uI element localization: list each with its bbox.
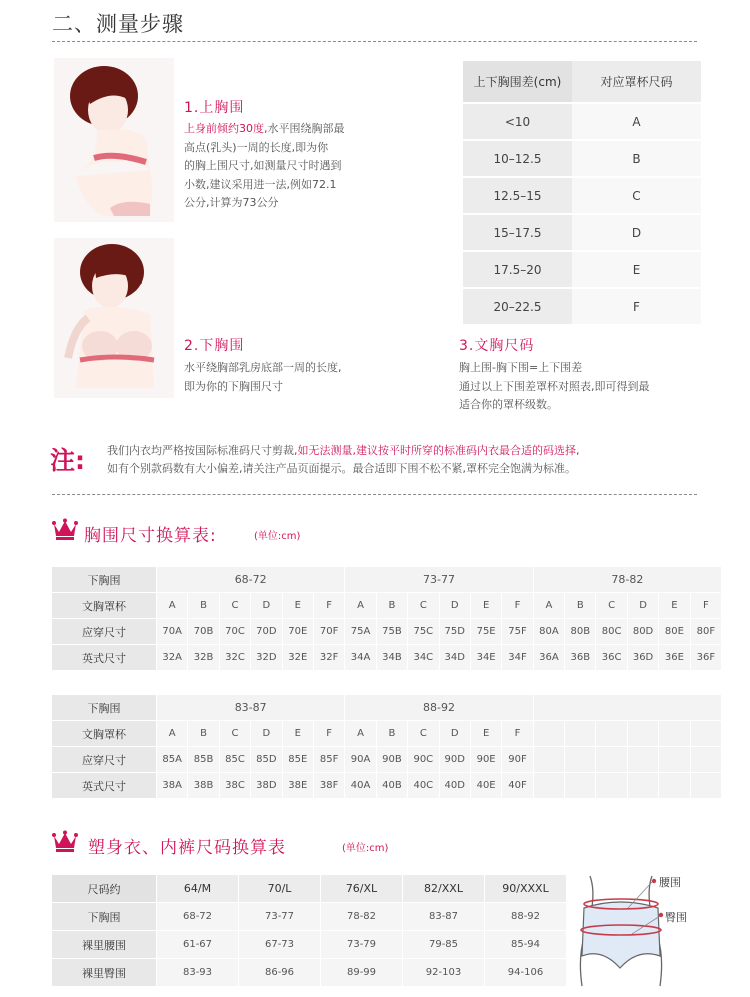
- row-label: 裸里臀围: [52, 959, 157, 987]
- size-cell: 75D: [439, 619, 470, 645]
- row-label: 下胸围: [52, 903, 157, 931]
- empty-cell: [627, 773, 658, 799]
- empty-cell: [565, 747, 596, 773]
- group-range: 68-72: [157, 567, 345, 593]
- size-cell: 38C: [219, 773, 250, 799]
- size-cell: D: [251, 721, 282, 747]
- label-uk-size: 英式尺寸: [52, 645, 157, 671]
- cup-size: A: [572, 103, 701, 140]
- size-cell: 36C: [596, 645, 627, 671]
- cup-diff: 17.5–20: [463, 251, 572, 288]
- label-size: 应穿尺寸: [52, 747, 157, 773]
- empty-cell: [659, 773, 690, 799]
- crown-icon: [52, 518, 78, 544]
- table-row: [52, 959, 567, 987]
- size-cell: 73-79: [321, 931, 403, 959]
- size-cell: 85B: [188, 747, 219, 773]
- empty-cell: [596, 773, 627, 799]
- size-cell: C: [219, 593, 250, 619]
- note-line1-a: 我们内衣均严格按国际标准码尺寸剪裁,: [107, 444, 298, 457]
- size-cell: 75B: [376, 619, 407, 645]
- size-cell: 70C: [219, 619, 250, 645]
- empty-cell: [627, 747, 658, 773]
- size-cell: 80A: [533, 619, 564, 645]
- size-cell: 75F: [502, 619, 533, 645]
- step3-title: 3.文胸尺码: [459, 338, 535, 354]
- size-cell: 34B: [376, 645, 407, 671]
- size-cell: 83-87: [403, 903, 485, 931]
- size-cell: 80C: [596, 619, 627, 645]
- table-row: [463, 177, 701, 214]
- size-cell: 40E: [470, 773, 501, 799]
- empty-cell: [596, 721, 627, 747]
- size-cell: 85-94: [485, 931, 567, 959]
- empty-cell: [596, 747, 627, 773]
- step3-text: [459, 359, 709, 415]
- group-range: 78-82: [533, 567, 721, 593]
- label-size-code: 尺码约: [52, 875, 157, 903]
- size-cell: F: [313, 593, 344, 619]
- size-code: 70/L: [239, 875, 321, 903]
- empty-cell: [565, 721, 596, 747]
- size-cell: 36B: [565, 645, 596, 671]
- cup-diff: <10: [463, 103, 572, 140]
- empty-cell: [659, 747, 690, 773]
- step1-line3: 的胸上围尺寸,如测量尺寸时遇到: [184, 159, 342, 172]
- empty-cell: [533, 695, 721, 721]
- size-cell: 36A: [533, 645, 564, 671]
- label-cup: 文胸罩杯: [52, 593, 157, 619]
- size-cell: 90E: [470, 747, 501, 773]
- size-cell: 73-77: [239, 903, 321, 931]
- size-cell: A: [345, 593, 376, 619]
- step1-title: 1.上胸围: [184, 100, 245, 116]
- size-cell: C: [219, 721, 250, 747]
- empty-cell: [690, 773, 721, 799]
- size-cell: E: [470, 593, 501, 619]
- size-cell: 85C: [219, 747, 250, 773]
- size-cell: 80F: [690, 619, 721, 645]
- size-cell: A: [157, 721, 188, 747]
- illustration-under-bust: [54, 238, 174, 398]
- table-row: [52, 875, 567, 903]
- step1-line2: 高点(乳头)一周的长度,即为你: [184, 140, 329, 154]
- empty-cell: [690, 721, 721, 747]
- group-range: 73-77: [345, 567, 533, 593]
- size-cell: 40A: [345, 773, 376, 799]
- empty-cell: [533, 747, 564, 773]
- label-uk-size: 英式尺寸: [52, 773, 157, 799]
- cup-size: E: [572, 251, 701, 288]
- step2-line1: 水平绕胸部乳房底部一周的长度,: [184, 361, 342, 374]
- empty-cell: [690, 747, 721, 773]
- size-cell: 88-92: [485, 903, 567, 931]
- size-cell: E: [282, 721, 313, 747]
- size-cell: 90A: [345, 747, 376, 773]
- cup-header-size: 对应罩杯尺码: [572, 61, 701, 103]
- waist-label: 腰围: [659, 876, 681, 889]
- size-cell: C: [408, 721, 439, 747]
- size-cell: E: [470, 721, 501, 747]
- note-line2: 如有个别款码数有大小偏差,请关注产品页面提示。最合适即下围不松不紧,罩杯完全饱满为标准。: [107, 462, 576, 475]
- size-cell: 75C: [408, 619, 439, 645]
- label-under-bust: 下胸围: [52, 695, 157, 721]
- step3-line3: 适合你的罩杯级数。: [459, 398, 558, 411]
- shapewear-size-table: [51, 874, 567, 987]
- table-row: [52, 747, 722, 773]
- bra-section-title: 胸围尺寸换算表:: [84, 526, 217, 546]
- size-cell: 36E: [659, 645, 690, 671]
- size-cell: D: [439, 721, 470, 747]
- page-title: 二、测量步骤: [52, 12, 184, 36]
- table-row: [52, 773, 722, 799]
- bra-size-table-2: [51, 694, 722, 799]
- step1-line4: 小数,建议采用进一法,例如72.1: [184, 177, 337, 191]
- size-cell: 80E: [659, 619, 690, 645]
- size-code: 82/XXL: [403, 875, 485, 903]
- size-cell: 85D: [251, 747, 282, 773]
- size-cell: 32A: [157, 645, 188, 671]
- step1-text: [184, 120, 404, 213]
- size-code: 64/M: [157, 875, 239, 903]
- step2-title: 2.下胸围: [184, 338, 245, 354]
- size-cell: F: [313, 721, 344, 747]
- size-cell: E: [659, 593, 690, 619]
- size-cell: B: [565, 593, 596, 619]
- size-cell: 38A: [157, 773, 188, 799]
- shape-section-unit: (单位:cm): [342, 843, 389, 854]
- crown-icon: [52, 830, 78, 856]
- bra-size-table-1: [51, 566, 722, 671]
- size-cell: 75E: [470, 619, 501, 645]
- size-cell: A: [345, 721, 376, 747]
- table-row: [463, 251, 701, 288]
- step1-line1: 水平围绕胸部最: [267, 122, 345, 135]
- size-cell: 38D: [251, 773, 282, 799]
- label-cup: 文胸罩杯: [52, 721, 157, 747]
- size-cell: 94-106: [485, 959, 567, 987]
- size-cell: 92-103: [403, 959, 485, 987]
- size-cell: 32F: [313, 645, 344, 671]
- size-cell: 34C: [408, 645, 439, 671]
- table-row: [463, 288, 701, 325]
- size-cell: 75A: [345, 619, 376, 645]
- size-cell: 61-67: [157, 931, 239, 959]
- empty-cell: [627, 721, 658, 747]
- cup-size: F: [572, 288, 701, 325]
- size-cell: D: [439, 593, 470, 619]
- empty-cell: [533, 773, 564, 799]
- cup-diff: 20–22.5: [463, 288, 572, 325]
- size-cell: B: [376, 593, 407, 619]
- table-row: [463, 214, 701, 251]
- size-cell: 32E: [282, 645, 313, 671]
- size-cell: 85A: [157, 747, 188, 773]
- size-cell: 90C: [408, 747, 439, 773]
- size-cell: F: [502, 593, 533, 619]
- size-cell: 70A: [157, 619, 188, 645]
- step1-highlight: 上身前倾约30度,: [184, 122, 268, 135]
- step3-line2: 通过以上下围差罩杯对照表,即可得到最: [459, 379, 650, 393]
- size-cell: A: [533, 593, 564, 619]
- table-row: [52, 903, 567, 931]
- size-cell: 40D: [439, 773, 470, 799]
- size-cell: 67-73: [239, 931, 321, 959]
- size-cell: 70E: [282, 619, 313, 645]
- size-cell: F: [690, 593, 721, 619]
- size-cell: C: [596, 593, 627, 619]
- row-label: 裸里腰围: [52, 931, 157, 959]
- note-line1: [107, 442, 580, 458]
- table-row: [52, 619, 722, 645]
- cup-size: D: [572, 214, 701, 251]
- size-cell: 70B: [188, 619, 219, 645]
- step3-line1: 胸上围-胸下围=上下围差: [459, 361, 583, 374]
- size-cell: A: [157, 593, 188, 619]
- note-mark: 注:: [50, 446, 85, 475]
- size-cell: C: [408, 593, 439, 619]
- table-row: [52, 593, 722, 619]
- table-row: [52, 721, 722, 747]
- table-row: [52, 567, 722, 593]
- group-range: 88-92: [345, 695, 533, 721]
- size-cell: 32D: [251, 645, 282, 671]
- table-row: [463, 140, 701, 177]
- empty-cell: [659, 721, 690, 747]
- size-cell: B: [188, 721, 219, 747]
- size-cell: D: [251, 593, 282, 619]
- size-cell: 36F: [690, 645, 721, 671]
- size-cell: 34A: [345, 645, 376, 671]
- size-cell: 78-82: [321, 903, 403, 931]
- cup-size: C: [572, 177, 701, 214]
- size-cell: 90F: [502, 747, 533, 773]
- group-range: 83-87: [157, 695, 345, 721]
- label-size: 应穿尺寸: [52, 619, 157, 645]
- size-cell: 36D: [627, 645, 658, 671]
- size-cell: 34D: [439, 645, 470, 671]
- size-code: 76/XL: [321, 875, 403, 903]
- hip-label: 臀围: [665, 911, 687, 924]
- note-line1-b: 如无法测量,建议按平时所穿的标准码内衣最合适的码选择,: [297, 444, 580, 457]
- size-cell: 89-99: [321, 959, 403, 987]
- size-cell: F: [502, 721, 533, 747]
- size-code: 90/XXXL: [485, 875, 567, 903]
- size-cell: B: [188, 593, 219, 619]
- size-cell: 34F: [502, 645, 533, 671]
- size-cell: 38F: [313, 773, 344, 799]
- size-cell: 38B: [188, 773, 219, 799]
- size-cell: 80D: [627, 619, 658, 645]
- size-cell: 85F: [313, 747, 344, 773]
- table-row: [52, 645, 722, 671]
- size-cell: 34E: [470, 645, 501, 671]
- size-cell: 85E: [282, 747, 313, 773]
- cup-size: B: [572, 140, 701, 177]
- size-cell: 90D: [439, 747, 470, 773]
- table-row: [463, 103, 701, 140]
- size-cell: 32B: [188, 645, 219, 671]
- size-cell: 79-85: [403, 931, 485, 959]
- step2-line2: 即为你的下胸围尺寸: [184, 379, 283, 393]
- size-cell: 83-93: [157, 959, 239, 987]
- size-cell: D: [627, 593, 658, 619]
- empty-cell: [565, 773, 596, 799]
- cup-diff: 12.5–15: [463, 177, 572, 214]
- step1-line5: 公分,计算为73公分: [184, 196, 279, 209]
- size-cell: 40F: [502, 773, 533, 799]
- illustration-upper-bust: [54, 58, 174, 222]
- size-cell: 90B: [376, 747, 407, 773]
- size-cell: B: [376, 721, 407, 747]
- size-cell: 40C: [408, 773, 439, 799]
- size-cell: 80B: [565, 619, 596, 645]
- size-cell: E: [282, 593, 313, 619]
- size-cell: 70F: [313, 619, 344, 645]
- step2-text: [184, 359, 404, 396]
- cup-diff: 10–12.5: [463, 140, 572, 177]
- size-cell: 70D: [251, 619, 282, 645]
- cup-diff: 15–17.5: [463, 214, 572, 251]
- table-row: [52, 931, 567, 959]
- cup-header-diff: 上下胸围差(cm): [463, 61, 572, 103]
- empty-cell: [533, 721, 564, 747]
- shape-section-title: 塑身衣、内裤尺码换算表: [88, 838, 286, 858]
- size-cell: 86-96: [239, 959, 321, 987]
- table-row: [52, 695, 722, 721]
- divider-mid: [52, 494, 697, 495]
- bra-section-unit: (单位:cm): [254, 531, 301, 542]
- size-cell: 68-72: [157, 903, 239, 931]
- size-cell: 32C: [219, 645, 250, 671]
- size-cell: 40B: [376, 773, 407, 799]
- cup-table: [463, 61, 701, 326]
- size-cell: 38E: [282, 773, 313, 799]
- label-under-bust: 下胸围: [52, 567, 157, 593]
- divider-top: [52, 41, 697, 42]
